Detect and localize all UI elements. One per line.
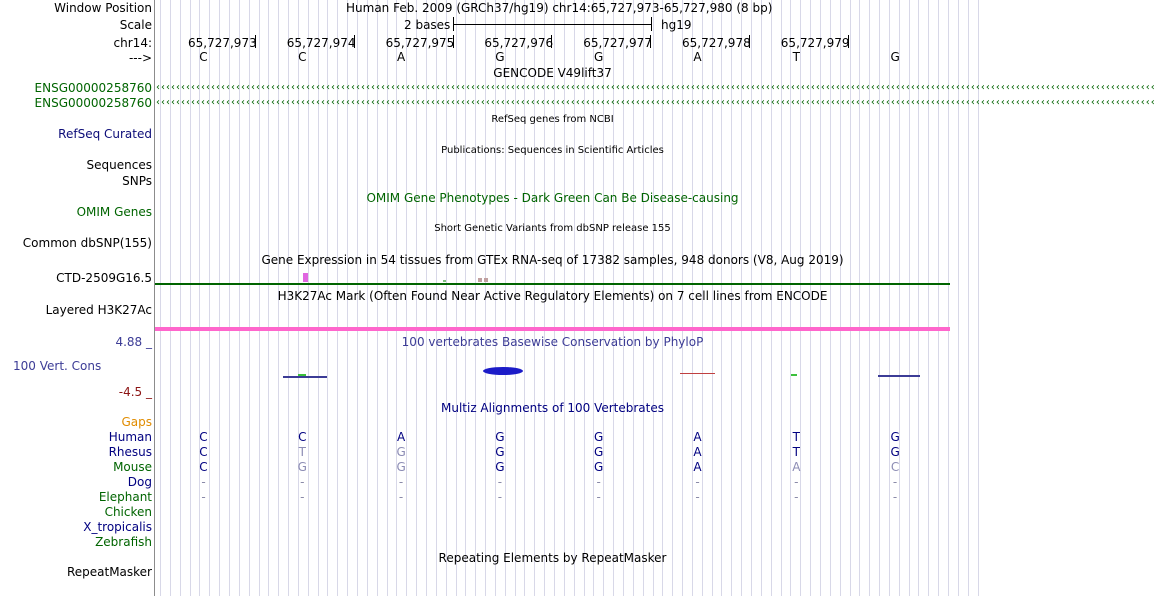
ruler-position-label: 65,727,978 xyxy=(682,36,751,50)
alignment-base: G xyxy=(890,430,900,444)
ruler-position-label: 65,727,975 xyxy=(385,36,455,50)
gtex-bar-3[interactable] xyxy=(484,278,488,282)
gtex-baseline xyxy=(155,283,950,285)
strand-label: ---> xyxy=(128,51,152,65)
ruler-position-label: 65,727,977 xyxy=(583,36,652,50)
gtex-label[interactable]: CTD-2509G16.5 xyxy=(56,271,152,285)
base-letter: A xyxy=(693,50,702,64)
base-letter: C xyxy=(199,50,208,64)
alignment-base: A xyxy=(693,460,702,474)
alignment-base: - xyxy=(300,475,305,489)
dbsnp-label[interactable]: Common dbSNP(155) xyxy=(22,236,152,250)
omim-label[interactable]: OMIM Genes xyxy=(76,205,152,219)
alignment-base: - xyxy=(695,490,700,504)
alignment-base: G xyxy=(594,445,604,459)
alignment-base: T xyxy=(792,445,800,459)
species-label[interactable]: Dog xyxy=(127,475,152,489)
repeat-title: Repeating Elements by RepeatMasker xyxy=(438,551,667,565)
gencode-gene-1-label[interactable]: ENSG00000258760 xyxy=(34,81,152,95)
ruler-position-label: 65,727,979 xyxy=(780,36,850,50)
gencode-gene-2-label[interactable]: ENSG00000258760 xyxy=(34,96,152,110)
repeat-label[interactable]: RepeatMasker xyxy=(66,565,152,579)
window-position-text: Human Feb. 2009 (GRCh37/hg19) chr14:65,727,973-65,727,980 (8 bp) xyxy=(346,1,773,15)
alignment-base: A xyxy=(792,460,801,474)
alignment-base: - xyxy=(300,490,305,504)
refseq-label[interactable]: RefSeq Curated xyxy=(58,127,152,141)
scale-bar xyxy=(453,17,652,31)
alignment-base: - xyxy=(794,490,799,504)
alignment-base: A xyxy=(396,430,406,444)
base-letter: T xyxy=(792,50,800,64)
alignment-base: C xyxy=(199,460,208,474)
alignment-base: C xyxy=(199,430,208,444)
alignment-base: - xyxy=(497,475,503,489)
alignment-base: - xyxy=(695,475,700,489)
snps-label[interactable]: SNPs xyxy=(122,174,152,188)
gtex-bar-4[interactable] xyxy=(443,280,446,282)
base-letter: G xyxy=(495,50,505,64)
base-letter: G xyxy=(594,50,604,64)
base-letter: G xyxy=(890,50,900,64)
alignment-base: - xyxy=(201,475,206,489)
species-label[interactable]: Elephant xyxy=(98,490,152,504)
alignment-base: T xyxy=(298,445,306,459)
h3k27ac-title: H3K27Ac Mark (Often Found Near Active Regulatory Elements) on 7 cell lines from ENCODE xyxy=(277,289,828,303)
alignment-base: - xyxy=(398,490,404,504)
refseq-title: RefSeq genes from NCBI xyxy=(491,114,614,125)
alignment-base: - xyxy=(892,475,898,489)
gencode-title: GENCODE V49lift37 xyxy=(493,66,612,80)
phylop-title: 100 vertebrates Basewise Conservation by PhyloP xyxy=(401,335,704,349)
gtex-title: Gene Expression in 54 tissues from GTEx RNA-seq of 17382 samples, 948 donors (V8, Aug 2019) xyxy=(261,253,844,267)
alignment-base: G xyxy=(495,445,505,459)
alignment-base: - xyxy=(794,475,799,489)
alignment-base: G xyxy=(594,430,604,444)
scale-label: Scale xyxy=(119,18,152,32)
species-label[interactable]: Human xyxy=(108,430,152,444)
phylop-max: 4.88 _ xyxy=(115,335,152,349)
scale-text: 2 bases xyxy=(404,18,451,32)
alignment-base: T xyxy=(792,430,800,444)
pubs-title: Publications: Sequences in Scientific Articles xyxy=(441,145,664,156)
base-letter: C xyxy=(298,50,307,64)
h3k27ac-signal[interactable] xyxy=(155,327,950,331)
alignment-base: G xyxy=(297,460,307,474)
gtex-bar-1[interactable] xyxy=(303,273,308,282)
species-label[interactable]: Mouse xyxy=(113,460,152,474)
window-position-label: Window Position xyxy=(54,1,152,15)
alignment-base: G xyxy=(890,445,900,459)
ruler-position-label: 65,727,974 xyxy=(286,36,356,50)
alignment-base: G xyxy=(396,460,406,474)
alignment-base: - xyxy=(398,475,404,489)
alignment-base: - xyxy=(596,490,601,504)
species-label[interactable]: Chicken xyxy=(104,505,152,519)
alignment-base: G xyxy=(396,445,406,459)
species-label[interactable]: X_tropicalis xyxy=(83,520,152,534)
cons-label[interactable]: 100 Vert. Cons xyxy=(13,359,102,373)
alignment-base: A xyxy=(693,430,702,444)
dbsnp-title: Short Genetic Variants from dbSNP release 155 xyxy=(434,223,671,234)
alignment-base: G xyxy=(495,460,505,474)
h3k27ac-label[interactable]: Layered H3K27Ac xyxy=(45,303,152,317)
alignment-base: C xyxy=(199,445,208,459)
alignment-base: G xyxy=(594,460,604,474)
phylop-min: -4.5 _ xyxy=(118,385,152,399)
gaps-label[interactable]: Gaps xyxy=(121,415,152,429)
gtex-bar-2[interactable] xyxy=(478,278,482,282)
chrom-label: chr14: xyxy=(113,36,152,50)
alignment-base: - xyxy=(892,490,898,504)
species-label[interactable]: Rhesus xyxy=(108,445,152,459)
gencode-gene-2-track[interactable]: ‹‹‹‹‹‹‹‹‹‹‹‹‹‹‹‹‹‹‹‹‹‹‹‹‹‹‹‹‹‹‹‹‹‹‹‹‹‹‹‹‹‹‹‹‹‹‹‹‹‹‹‹‹‹‹‹‹‹‹‹‹‹‹‹‹‹‹‹‹‹‹‹‹‹‹‹‹‹‹‹‹‹‹‹‹‹‹‹‹‹‹‹‹‹‹‹‹‹‹‹‹‹‹‹‹‹‹‹‹‹‹‹‹‹‹‹‹‹‹‹‹‹‹‹‹‹‹‹‹‹‹‹‹‹‹‹‹‹‹‹‹‹‹‹‹‹‹‹‹‹‹‹‹‹‹‹‹‹‹‹‹‹‹‹‹‹‹‹‹‹‹‹‹‹‹‹‹‹‹‹‹‹‹‹‹‹‹‹‹‹‹‹‹‹‹‹‹‹‹‹ xyxy=(156,97,1156,108)
base-letter: A xyxy=(396,50,406,64)
gencode-gene-1-track[interactable]: ‹‹‹‹‹‹‹‹‹‹‹‹‹‹‹‹‹‹‹‹‹‹‹‹‹‹‹‹‹‹‹‹‹‹‹‹‹‹‹‹‹‹‹‹‹‹‹‹‹‹‹‹‹‹‹‹‹‹‹‹‹‹‹‹‹‹‹‹‹‹‹‹‹‹‹‹‹‹‹‹‹‹‹‹‹‹‹‹‹‹‹‹‹‹‹‹‹‹‹‹‹‹‹‹‹‹‹‹‹‹‹‹‹‹‹‹‹‹‹‹‹‹‹‹‹‹‹‹‹‹‹‹‹‹‹‹‹‹‹‹‹‹‹‹‹‹‹‹‹‹‹‹‹‹‹‹‹‹‹‹‹‹‹‹‹‹‹‹‹‹‹‹‹‹‹‹‹‹‹‹‹‹‹‹‹‹‹‹‹‹‹‹‹‹‹‹‹‹‹‹ xyxy=(156,82,1156,93)
ruler-position-label: 65,727,973 xyxy=(188,36,257,50)
multiz-title: Multiz Alignments of 100 Vertebrates xyxy=(440,401,665,415)
scale-assembly: hg19 xyxy=(661,18,692,32)
alignment-base: - xyxy=(497,490,503,504)
alignment-base: - xyxy=(201,490,206,504)
alignment-base: G xyxy=(495,430,505,444)
omim-title: OMIM Gene Phenotypes - Dark Green Can Be Disease-causing xyxy=(366,191,739,205)
alignment-base: A xyxy=(693,445,702,459)
species-label[interactable]: Zebrafish xyxy=(95,535,152,549)
sequences-label[interactable]: Sequences xyxy=(86,158,152,172)
phylop-graph[interactable] xyxy=(155,360,950,385)
alignment-base: C xyxy=(298,430,307,444)
ruler-position-label: 65,727,976 xyxy=(484,36,554,50)
alignment-base: - xyxy=(596,475,601,489)
alignment-base: C xyxy=(890,460,900,474)
